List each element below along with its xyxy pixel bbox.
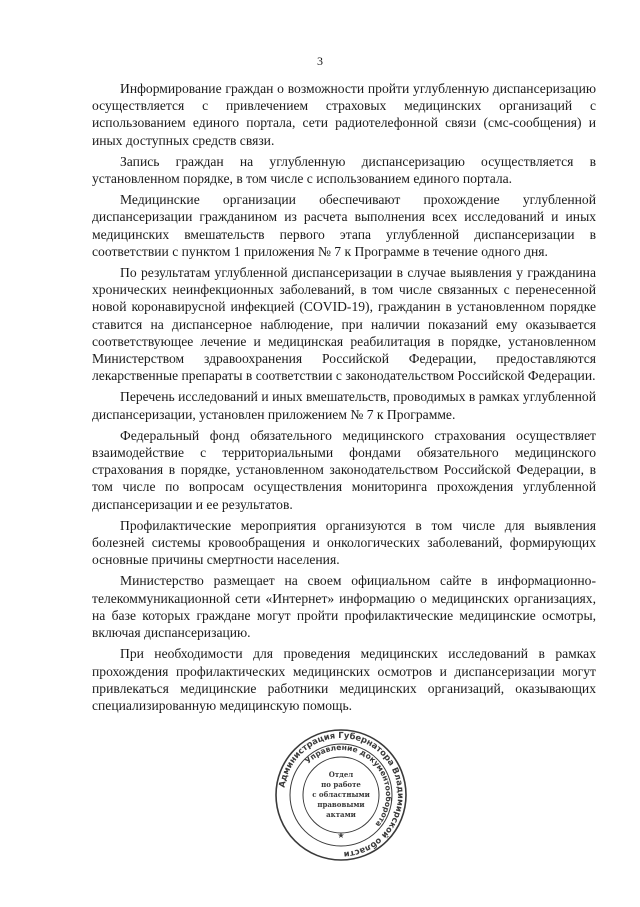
official-stamp — [273, 727, 409, 863]
stamp-center-line-2: по работе — [321, 780, 361, 789]
stamp-center-line-3: с областными — [312, 790, 370, 799]
paragraph-ffoms: Федеральный фонд обязательного медицинского страхования осуществляет взаимодействие с территориальными фондами обязательного медицинского страхования в порядке, установленном законодательством Российской Федерации, в том числе по вопросам осуществления мониторинга прохождения углубленной диспансеризации и ее результатов. — [92, 427, 596, 512]
page-number: 3 — [317, 54, 323, 68]
paragraph-informing: Информирование граждан о возможности пройти углубленную диспансеризацию осуществляется с привлечением страховых медицинских организаций с использованием единого портала, сети радиотелефонной связи (смс-сообщения) и иных доступных средств связи. — [92, 81, 596, 148]
stamp-center-line-4: правовыми — [317, 800, 365, 809]
stamp-star-icon: ★ — [337, 831, 345, 840]
paragraph-one-day: Медицинские организации обеспечивают прохождение углубленной диспансеризации гражданином из расчета выполнения всех исследований и иных медицинских вмешательств первого этапа углубленной диспансеризации в соответствии с пунктом 1 приложения № 7 к Программе в течение одного дня. — [92, 192, 596, 259]
paragraph-list: Перечень исследований и иных вмешательств, проводимых в рамках углубленной диспансеризации, установлен приложением № 7 к Программе. — [92, 389, 596, 422]
paragraph-specialists: При необходимости для проведения медицинских исследований в рамках прохождения профилактических медицинских осмотров и диспансеризации могут привлекаться медицинские работники медицинских организаций, оказывающих специализированную медицинскую помощь. — [92, 646, 596, 713]
paragraph-ministry-site: Министерство размещает на своем официальном сайте в информационно-телекоммуникационной сети «Интернет» информацию о медицинских организациях, на базе которых граждане могут пройти профилактические медицинские осмотры, включая диспансеризацию. — [92, 573, 596, 641]
stamp-inner-text: Управление документооборота — [303, 742, 394, 829]
paragraph-prevention: Профилактические мероприятия организуются в том числе для выявления болезней системы кровообращения и онкологических заболеваний, формирующих основные причины смертности населения. — [92, 517, 596, 568]
paragraph-registration: Запись граждан на углубленную диспансеризацию осуществляется в установленном порядке, в том числе с использованием единого портала. — [92, 153, 596, 187]
stamp-center-line-1: Отдел — [328, 770, 354, 779]
stamp-seal-icon — [273, 727, 409, 863]
paragraph-results: По результатам углубленной диспансеризации в случае выявления у гражданина хронических неинфекционных заболеваний, в том числе связанных с перенесенной новой коронавирусной инфекцией (COVID-19), гражданин в установленном порядке ставится на диспансерное наблюдение, при наличии показаний ему оказывается соответствующее лечение и медицинская реабилитация в порядке, установленном Министерством здравоохранения Российской Федерации, предоставляются лекарственные препараты в соответствии с законодательством Российской Федерации. — [92, 265, 596, 384]
stamp-outer-text: Администрация Губернатора Владимирской области — [276, 729, 407, 860]
stamp-center-line-5: актами — [326, 810, 356, 819]
document-body — [92, 80, 596, 718]
